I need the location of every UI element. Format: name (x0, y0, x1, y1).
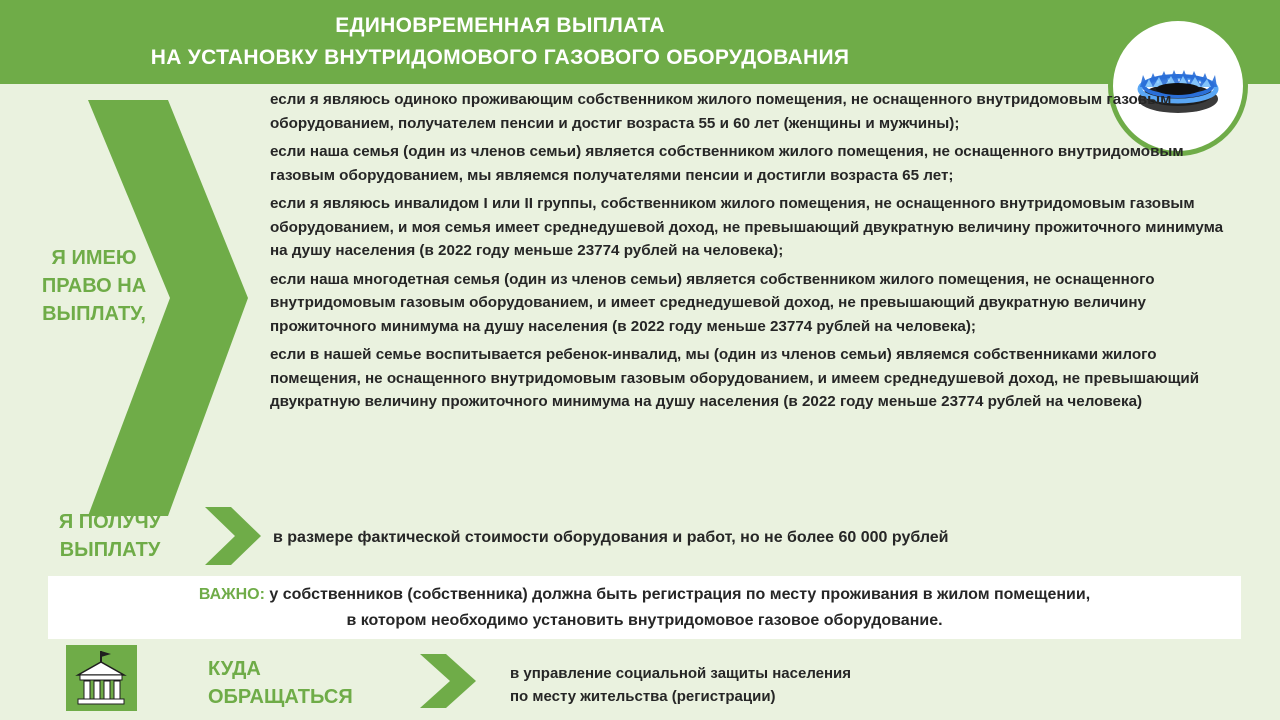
payment-chevron-arrow (205, 507, 263, 565)
condition-item: если я являюсь инвалидом I или II группы, собственником жилого помещения, не оснащенного внутридомовым газовым оборудованием, и моя семья имеет среднедушевой доход, не превышающий двукратную величину прожиточного минимума на душу населения (в 2022 году меньше 23774 рублей на человека); (270, 195, 1224, 259)
condition-item: если в нашей семье воспитывается ребенок-инвалид, мы (один из членов семьи) являемся собственниками жилого помещения, не оснащенного внутридомовым газовым оборудованием, и имеем среднедушевой доход, не превышающий двукратную величину прожиточного минимума на душу населения (в 2022 году меньше 23774 рублей на человека) (270, 346, 1200, 410)
where-label: КУДА ОБРАЩАТЬСЯ (208, 658, 353, 708)
where-line-2: по месту жительства (регистрации) (510, 688, 776, 705)
title-line-1: ЕДИНОВРЕМЕННАЯ ВЫПЛАТА (335, 14, 665, 37)
important-prefix: ВАЖНО: (198, 586, 265, 603)
header-banner (0, 0, 1280, 84)
important-text-1: у собственников (собственника) должна быть регистрация по месту проживания в жилом помещении, (269, 586, 1091, 603)
page-title (0, 10, 1000, 74)
eligibility-label: Я ИМЕЮ ПРАВО НА ВЫПЛАТУ, (41, 247, 147, 325)
payment-label: Я ПОЛУЧУ ВЫПЛАТУ (58, 511, 162, 561)
payment-amount-text: в размере фактической стоимости оборудования и работ, но не более 60 000 рублей (273, 529, 949, 546)
where-chevron-arrow (420, 654, 478, 708)
important-notice (48, 576, 1241, 639)
where-line-1: в управление социальной защиты населения (510, 665, 852, 682)
conditions-list (270, 88, 1230, 419)
condition-item: если я являюсь одиноко проживающим собственником жилого помещения, не оснащенного внутридомовым газовым оборудованием, получателем пенсии и достиг возраста 55 и 60 лет (женщины и мужчины); (270, 91, 1172, 132)
important-line-1 (48, 582, 1241, 608)
government-building-icon (66, 645, 137, 711)
where-text (510, 662, 851, 708)
important-text-2: в котором необходимо установить внутридомовое газовое оборудование. (346, 612, 943, 629)
condition-item: если наша семья (один из членов семьи) является собственником жилого помещения, не оснащенного внутридомовым газовым оборудованием, мы являемся получателями пенсии и достигли возраста 65 лет; (270, 143, 1184, 184)
condition-item: если наша многодетная семья (один из членов семьи) является собственником жилого помещения, не оснащенного внутридомовым газовым оборудованием, и имеет среднедушевой доход, не превышающий двукратную величину прожиточного минимума на душу населения (в 2022 году меньше 23774 рублей на человека); (270, 270, 1155, 335)
title-line-2: НА УСТАНОВКУ ВНУТРИДОМОВОГО ГАЗОВОГО ОБОРУДОВАНИЯ (150, 46, 850, 69)
